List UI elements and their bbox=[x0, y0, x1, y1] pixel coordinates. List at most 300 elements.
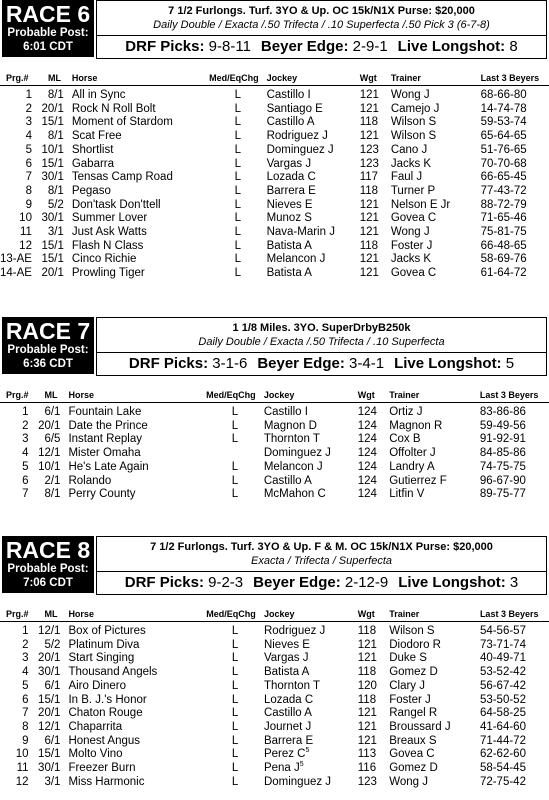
last-3-beyers: 14-74-78 bbox=[480, 102, 527, 115]
morning-line-odds: 15/1 bbox=[38, 693, 61, 706]
jockey-cell bbox=[264, 447, 358, 461]
race-conditions-line: 1 1/8 Miles. 3YO. SuperDrbyB250k bbox=[232, 322, 411, 334]
jockey-name: McMahon C bbox=[263, 488, 326, 501]
last-3-beyers: 62-62-60 bbox=[479, 748, 526, 761]
trainer-name: Wong J bbox=[390, 89, 430, 101]
table-row bbox=[0, 666, 549, 680]
jockey-cell bbox=[267, 103, 360, 117]
program-number: 9 bbox=[22, 734, 29, 747]
column-header: Last 3 Beyers bbox=[480, 607, 549, 622]
trainer-name: Cano J bbox=[390, 143, 428, 156]
trainer-name: Jacks K bbox=[390, 157, 432, 170]
race-header bbox=[0, 0, 549, 58]
post-time: 7:06 CDT bbox=[23, 577, 73, 589]
table-row bbox=[0, 776, 549, 790]
program-number: 7 bbox=[22, 488, 29, 501]
medication: L bbox=[234, 198, 242, 211]
race-header bbox=[0, 317, 549, 375]
jockey-cell bbox=[267, 240, 360, 254]
last-3-beyers: 54-56-57 bbox=[479, 625, 526, 637]
medication: L bbox=[231, 775, 239, 788]
medication: L bbox=[231, 762, 239, 775]
morning-line-odds: 8/1 bbox=[47, 89, 64, 101]
medication: L bbox=[234, 157, 242, 170]
medication: L bbox=[231, 474, 239, 487]
morning-line-odds: 15/1 bbox=[38, 748, 61, 761]
weight: 123 bbox=[359, 157, 379, 170]
column-header: Prg.# bbox=[0, 388, 37, 403]
wagers-line: Daily Double / Exacta /.50 Trifecta / .10 Superfecta bbox=[198, 336, 445, 348]
race-conditions bbox=[96, 536, 547, 572]
horse-name: Tensas Camp Road bbox=[71, 171, 173, 184]
horse-name: Platinum Diva bbox=[68, 638, 140, 651]
jockey-cell bbox=[264, 639, 358, 653]
weight: 118 bbox=[357, 666, 377, 679]
table-header-row bbox=[0, 71, 549, 86]
program-number: 12 bbox=[15, 775, 29, 788]
horse-name: Honest Angus bbox=[68, 734, 141, 747]
wagers-line: Daily Double / Exacta /.50 Trifecta / .10 Superfecta /.50 Pick 3 (6-7-8) bbox=[153, 19, 490, 31]
column-header: Prg.# bbox=[0, 71, 40, 86]
jockey-cell bbox=[267, 185, 360, 199]
post-time: 6:36 CDT bbox=[23, 358, 73, 370]
program-number: 1 bbox=[22, 625, 29, 637]
column-header: Last 3 Beyers bbox=[480, 388, 549, 403]
morning-line-odds: 20/1 bbox=[41, 267, 64, 280]
jockey-cell bbox=[264, 666, 358, 680]
table-row bbox=[0, 475, 549, 489]
horse-name: Summer Lover bbox=[71, 212, 148, 225]
morning-line-odds: 15/1 bbox=[41, 157, 64, 170]
morning-line-odds: 10/1 bbox=[41, 143, 64, 156]
probable-post-label: Probable Post: bbox=[7, 27, 89, 39]
table-row bbox=[0, 240, 549, 254]
medication: L bbox=[231, 748, 239, 761]
jockey-name: Journet J bbox=[263, 720, 312, 733]
jockey-cell bbox=[264, 406, 358, 420]
jockey-cell bbox=[264, 625, 358, 639]
weight: 121 bbox=[359, 130, 379, 143]
table-row bbox=[0, 707, 549, 721]
morning-line-odds: 15/1 bbox=[41, 239, 64, 252]
race-6-section bbox=[0, 0, 549, 280]
morning-line-odds: 12/1 bbox=[38, 720, 61, 733]
horse-name: Chaton Rouge bbox=[68, 707, 143, 720]
weight: 124 bbox=[357, 419, 377, 432]
jockey-cell bbox=[264, 776, 358, 790]
last-3-beyers: 65-64-65 bbox=[480, 130, 527, 143]
jockey-name: Dominguez J bbox=[263, 447, 331, 460]
drf-picks-label: DRF Picks: bbox=[128, 355, 209, 372]
column-header: ML bbox=[40, 71, 72, 86]
last-3-beyers: 41-64-60 bbox=[479, 720, 526, 733]
table-row bbox=[0, 447, 549, 461]
medication: L bbox=[231, 433, 239, 446]
weight: 121 bbox=[357, 734, 377, 747]
horse-name: Instant Replay bbox=[68, 433, 142, 446]
program-number: 7 bbox=[25, 171, 32, 184]
program-number: 5 bbox=[22, 679, 29, 692]
table-row bbox=[0, 103, 549, 117]
jockey-name: Nava-Marin J bbox=[266, 226, 335, 239]
horse-name: Rolando bbox=[68, 474, 112, 487]
jockey-name: Melancon J bbox=[266, 253, 326, 266]
horse-name: Moment of Stardom bbox=[71, 116, 173, 129]
weight: 124 bbox=[357, 488, 377, 501]
medication: L bbox=[234, 226, 242, 239]
horse-name: Fountain Lake bbox=[68, 406, 142, 418]
program-number: 14-AE bbox=[0, 267, 32, 280]
last-3-beyers: 71-65-46 bbox=[480, 212, 527, 225]
jockey-cell bbox=[267, 130, 360, 144]
morning-line-odds: 20/1 bbox=[38, 652, 61, 665]
weight: 124 bbox=[357, 474, 377, 487]
morning-line-odds: 8/1 bbox=[47, 130, 64, 143]
program-number: 8 bbox=[25, 184, 32, 197]
jockey-cell bbox=[267, 199, 360, 213]
weight: 121 bbox=[357, 652, 377, 665]
weight: 121 bbox=[357, 720, 377, 733]
live-longshot-label: Live Longshot: bbox=[397, 38, 506, 55]
horse-name: Don'task Don'ttell bbox=[71, 198, 161, 211]
trainer-name: Rangel R bbox=[389, 707, 438, 720]
jockey-name: Batista A bbox=[266, 267, 312, 280]
column-header: Jockey bbox=[267, 71, 360, 86]
program-number: 3 bbox=[22, 433, 29, 446]
beyer-edge-value: 2-12-9 bbox=[344, 574, 389, 591]
morning-line-odds: 12/1 bbox=[38, 447, 61, 460]
medication: L bbox=[231, 625, 239, 637]
program-number: 11 bbox=[20, 226, 32, 239]
horse-name: Chaparrita bbox=[68, 720, 123, 733]
morning-line-odds: 20/1 bbox=[38, 419, 61, 432]
table-header-row bbox=[0, 388, 549, 403]
trainer-name: Breaux S bbox=[389, 734, 437, 747]
drf-picks-label: DRF Picks: bbox=[124, 574, 204, 591]
medication: L bbox=[231, 488, 239, 501]
table-row bbox=[0, 89, 549, 103]
column-header: Wgt bbox=[358, 607, 389, 622]
last-3-beyers: 75-81-75 bbox=[480, 226, 527, 239]
jockey-name: Vargas J bbox=[266, 157, 312, 170]
jockey-name: Santiago E bbox=[266, 102, 323, 115]
table-row bbox=[0, 212, 549, 226]
trainer-name: Landry A bbox=[389, 460, 435, 473]
jockey-cell bbox=[267, 171, 360, 185]
weight: 121 bbox=[359, 102, 379, 115]
trainer-name: Offolter J bbox=[389, 447, 436, 460]
horse-name: Gabarra bbox=[71, 157, 115, 170]
trainer-name: Gutierrez F bbox=[389, 474, 447, 487]
weight: 118 bbox=[359, 184, 379, 197]
program-number: 8 bbox=[22, 720, 29, 733]
program-number: 3 bbox=[25, 116, 32, 129]
race-number: RACE 6 bbox=[5, 1, 91, 27]
horse-name: Box of Pictures bbox=[68, 625, 146, 637]
table-row bbox=[0, 721, 549, 735]
medication: L bbox=[234, 143, 242, 156]
morning-line-odds: 20/1 bbox=[41, 102, 64, 115]
table-row bbox=[0, 267, 549, 281]
table-row bbox=[0, 433, 549, 447]
table-row bbox=[0, 185, 549, 199]
trainer-name: Govea C bbox=[390, 212, 437, 225]
program-number: 10 bbox=[19, 212, 32, 225]
weight: 124 bbox=[357, 447, 377, 460]
trainer-name: Magnon R bbox=[389, 419, 443, 432]
weight: 116 bbox=[357, 762, 377, 775]
program-number: 7 bbox=[22, 707, 29, 720]
jockey-cell bbox=[267, 144, 360, 158]
jockey-name: Munoz S bbox=[266, 212, 312, 225]
trainer-name: Clary J bbox=[389, 679, 425, 692]
table-row bbox=[0, 130, 549, 144]
weight: 113 bbox=[357, 748, 377, 761]
trainer-name: Duke S bbox=[389, 652, 427, 665]
morning-line-odds: 5/2 bbox=[44, 638, 61, 651]
jockey-cell bbox=[264, 433, 358, 447]
column-header: Horse bbox=[72, 71, 209, 86]
table-row bbox=[0, 639, 549, 653]
trainer-name: Broussard J bbox=[389, 720, 451, 733]
trainer-name: Jacks K bbox=[390, 253, 432, 266]
beyer-edge-label: Beyer Edge: bbox=[257, 355, 345, 372]
jockey-cell bbox=[267, 212, 360, 226]
trainer-name: Nelson E Jr bbox=[390, 198, 451, 211]
jockey-name: Pena J bbox=[263, 762, 300, 775]
live-longshot-label: Live Longshot: bbox=[394, 355, 502, 372]
weight: 121 bbox=[359, 212, 379, 225]
jockey-name: Castillo A bbox=[263, 474, 312, 487]
wagers-line: Exacta / Trifecta / Superfecta bbox=[250, 555, 393, 567]
weight: 121 bbox=[359, 253, 379, 266]
race-badge bbox=[2, 317, 94, 374]
morning-line-odds: 12/1 bbox=[38, 625, 61, 637]
morning-line-odds: 30/1 bbox=[41, 171, 64, 184]
table-row bbox=[0, 488, 549, 502]
jockey-name: Batista A bbox=[266, 239, 312, 252]
last-3-beyers: 66-48-65 bbox=[480, 239, 527, 252]
horse-name: Miss Harmonic bbox=[68, 775, 145, 788]
medication: L bbox=[234, 184, 242, 197]
horse-name: Just Ask Watts bbox=[71, 226, 147, 239]
picks-bar bbox=[96, 35, 547, 59]
weight: 118 bbox=[357, 693, 377, 706]
horse-name: Prowling Tiger bbox=[71, 267, 145, 280]
live-longshot-label: Live Longshot: bbox=[398, 574, 506, 591]
table-row bbox=[0, 116, 549, 130]
weight: 118 bbox=[357, 625, 377, 637]
program-number: 4 bbox=[22, 666, 29, 679]
last-3-beyers: 58-69-76 bbox=[480, 253, 527, 266]
program-number: 4 bbox=[25, 130, 32, 143]
last-3-beyers: 70-70-68 bbox=[480, 157, 527, 170]
live-longshot-value: 5 bbox=[505, 355, 515, 372]
horse-name: Flash N Class bbox=[71, 239, 144, 252]
last-3-beyers: 51-76-65 bbox=[480, 143, 527, 156]
program-number: 2 bbox=[22, 419, 29, 432]
race-conditions-line: 7 1/2 Furlongs. Turf. 3YO & Up. OC 15k/N1X Purse: $20,000 bbox=[168, 5, 475, 17]
medication bbox=[206, 447, 264, 461]
apprentice-allowance: 5 bbox=[299, 761, 304, 769]
jockey-name: Rodriguez J bbox=[266, 130, 328, 143]
jockey-name: Castillo A bbox=[266, 116, 315, 129]
jockey-name: Castillo I bbox=[266, 89, 311, 101]
last-3-beyers: 64-58-25 bbox=[479, 707, 526, 720]
jockey-name: Lozada C bbox=[266, 171, 316, 184]
last-3-beyers: 40-49-71 bbox=[479, 652, 526, 665]
medication: L bbox=[231, 460, 239, 473]
entries-table bbox=[0, 388, 549, 502]
jockey-name: Thornton T bbox=[263, 679, 320, 692]
horse-name: Start Singing bbox=[68, 652, 135, 665]
picks-bar bbox=[96, 352, 547, 376]
program-number: 5 bbox=[22, 460, 29, 473]
table-row bbox=[0, 199, 549, 213]
race-header bbox=[0, 536, 549, 594]
horse-name: Airo Dinero bbox=[68, 679, 126, 692]
jockey-name: Barrera E bbox=[263, 734, 314, 747]
program-number: 1 bbox=[25, 89, 32, 101]
program-number: 11 bbox=[16, 762, 29, 775]
trainer-name: Foster J bbox=[390, 239, 433, 252]
last-3-beyers: 56-67-42 bbox=[479, 679, 526, 692]
medication: L bbox=[231, 679, 239, 692]
weight: 121 bbox=[359, 89, 379, 101]
table-header-row bbox=[0, 607, 549, 622]
table-row bbox=[0, 461, 549, 475]
morning-line-odds: 30/1 bbox=[38, 762, 61, 775]
medication: L bbox=[234, 116, 242, 129]
medication: L bbox=[234, 171, 242, 184]
jockey-cell bbox=[264, 680, 358, 694]
column-header: Trainer bbox=[389, 607, 480, 622]
morning-line-odds: 6/1 bbox=[44, 406, 61, 418]
table-row bbox=[0, 735, 549, 749]
live-longshot-value: 8 bbox=[509, 38, 518, 55]
horse-name: Mister Omaha bbox=[68, 447, 141, 460]
morning-line-odds: 8/1 bbox=[47, 184, 64, 197]
jockey-cell bbox=[267, 158, 360, 172]
weight: 121 bbox=[357, 707, 377, 720]
beyer-edge-label: Beyer Edge: bbox=[260, 38, 349, 55]
table-row bbox=[0, 253, 549, 267]
medication: L bbox=[234, 239, 242, 252]
column-header: Med/EqChg bbox=[206, 388, 264, 403]
jockey-name: Melancon J bbox=[263, 460, 323, 473]
entries-table bbox=[0, 607, 549, 789]
horse-name: Rock N Roll Bolt bbox=[71, 102, 156, 115]
weight: 124 bbox=[357, 406, 377, 418]
jockey-cell bbox=[267, 116, 360, 130]
table-row bbox=[0, 158, 549, 172]
trainer-name: Wilson S bbox=[390, 116, 437, 129]
morning-line-odds: 6/1 bbox=[44, 679, 61, 692]
program-number: 6 bbox=[22, 693, 29, 706]
weight: 121 bbox=[357, 638, 377, 651]
column-header: ML bbox=[37, 388, 69, 403]
trainer-name: Wilson S bbox=[390, 130, 437, 143]
last-3-beyers: 74-75-75 bbox=[479, 460, 526, 473]
horse-name: Molto Vino bbox=[68, 748, 123, 761]
medication: L bbox=[231, 638, 239, 651]
drf-picks-value: 9-8-11 bbox=[208, 38, 251, 55]
weight: 123 bbox=[359, 143, 379, 156]
jockey-name: Vargas J bbox=[263, 652, 309, 665]
program-number: 9 bbox=[25, 198, 32, 211]
jockey-name: Thornton T bbox=[263, 433, 320, 446]
table-row bbox=[0, 762, 549, 776]
table-row bbox=[0, 625, 549, 639]
last-3-beyers: 53-52-42 bbox=[479, 666, 526, 679]
jockey-cell bbox=[264, 721, 358, 735]
drf-picks-label: DRF Picks: bbox=[125, 38, 205, 55]
weight: 118 bbox=[359, 239, 379, 252]
weight: 124 bbox=[357, 460, 377, 473]
morning-line-odds: 3/1 bbox=[47, 226, 64, 239]
last-3-beyers: 58-54-45 bbox=[479, 762, 526, 775]
last-3-beyers: 66-65-45 bbox=[480, 171, 527, 184]
last-3-beyers: 88-72-79 bbox=[480, 198, 527, 211]
jockey-name: Rodriguez J bbox=[263, 625, 326, 637]
last-3-beyers: 61-64-72 bbox=[480, 267, 527, 280]
morning-line-odds: 8/1 bbox=[44, 488, 61, 501]
morning-line-odds: 6/1 bbox=[44, 734, 61, 747]
race-badge bbox=[2, 0, 94, 57]
probable-post-label: Probable Post: bbox=[7, 344, 89, 356]
jockey-cell bbox=[264, 735, 358, 749]
trainer-name: Foster J bbox=[389, 693, 431, 706]
column-header: Med/EqChg bbox=[209, 71, 266, 86]
table-row bbox=[0, 226, 549, 240]
last-3-beyers: 72-75-42 bbox=[479, 775, 526, 788]
horse-name: All in Sync bbox=[71, 89, 126, 101]
jockey-name: Nieves E bbox=[263, 638, 310, 651]
last-3-beyers: 84-85-86 bbox=[479, 447, 526, 460]
race-number: RACE 8 bbox=[5, 537, 91, 563]
medication: L bbox=[234, 89, 242, 101]
race-number: RACE 7 bbox=[5, 318, 91, 344]
column-header: Wgt bbox=[358, 388, 390, 403]
race-conditions bbox=[96, 317, 547, 353]
race-conditions bbox=[96, 0, 547, 36]
jockey-name: Perez C bbox=[263, 748, 306, 761]
last-3-beyers: 96-67-90 bbox=[479, 474, 526, 487]
jockey-cell bbox=[264, 762, 358, 776]
trainer-name: Ortiz J bbox=[389, 406, 423, 418]
trainer-name: Wong J bbox=[390, 226, 430, 239]
jockey-cell bbox=[264, 748, 358, 762]
program-number: 3 bbox=[22, 652, 29, 665]
trainer-name: Cox B bbox=[389, 433, 421, 446]
horse-name: Scat Free bbox=[71, 130, 122, 143]
trainer-name: Gomez D bbox=[389, 762, 438, 775]
last-3-beyers: 59-53-74 bbox=[480, 116, 527, 129]
program-number: 13-AE bbox=[0, 253, 32, 266]
program-number: 4 bbox=[22, 447, 29, 460]
weight: 123 bbox=[357, 775, 377, 788]
horse-name: He's Late Again bbox=[68, 460, 149, 473]
morning-line-odds: 15/1 bbox=[41, 253, 64, 266]
apprentice-allowance: 5 bbox=[305, 747, 310, 755]
last-3-beyers: 59-49-56 bbox=[479, 419, 526, 432]
jockey-name: Lozada C bbox=[263, 693, 314, 706]
drf-picks-value: 9-2-3 bbox=[208, 574, 244, 591]
column-header: Horse bbox=[68, 388, 206, 403]
trainer-name: Govea C bbox=[389, 748, 435, 761]
jockey-name: Barrera E bbox=[266, 184, 316, 197]
weight: 121 bbox=[359, 226, 379, 239]
